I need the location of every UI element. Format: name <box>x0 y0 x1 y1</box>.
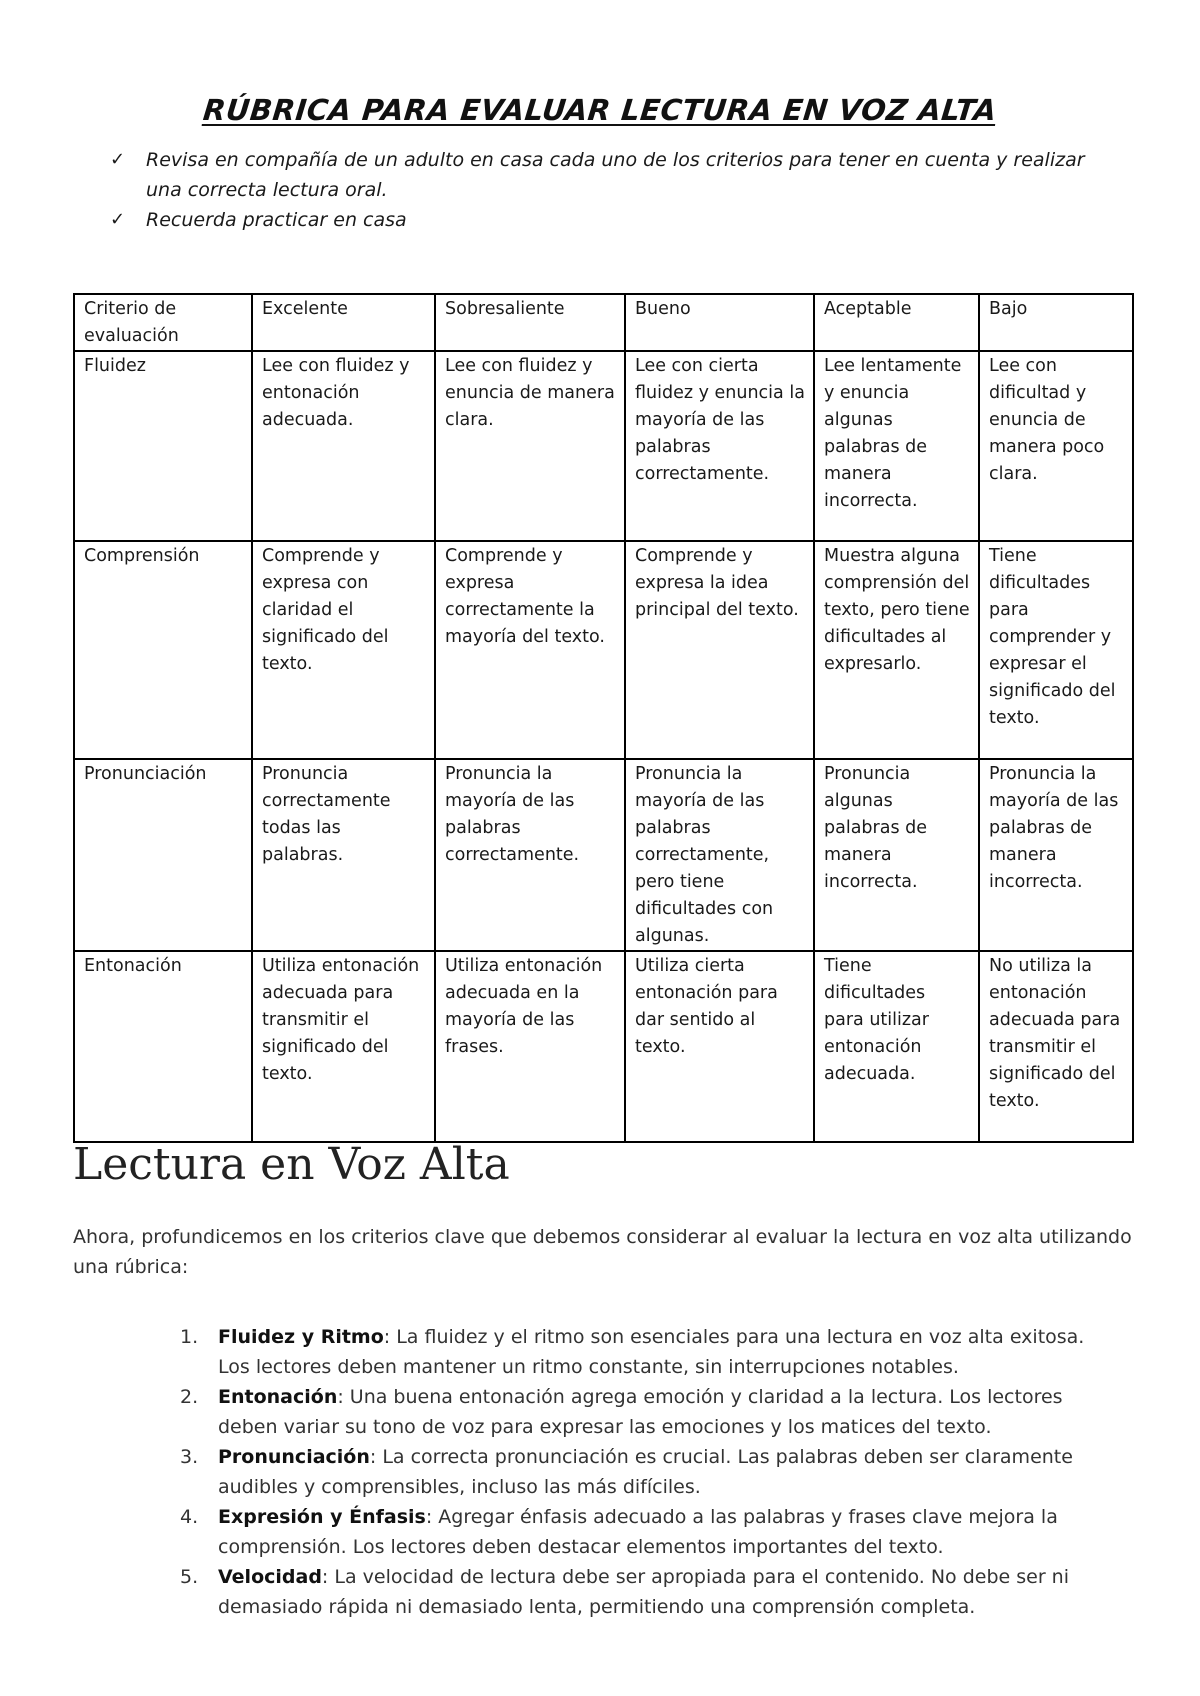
table-cell: Lee lentamente y enuncia algunas palabras de manera incorrecta. <box>814 351 979 541</box>
list-item <box>180 1562 1120 1622</box>
table-row <box>74 351 1133 541</box>
instruction-list <box>110 145 1120 235</box>
list-item-text: : Una buena entonación agrega emoción y claridad a la lectura. Los lectores deben variar su tono de voz para expresar las emociones y los matices del texto. <box>218 1386 1063 1438</box>
criterion-cell: Fluidez <box>74 351 252 541</box>
section-title: Lectura en Voz Alta <box>73 1139 510 1190</box>
list-item-term: Fluidez y Ritmo <box>218 1326 384 1348</box>
table-cell: Pronuncia la mayoría de las palabras correctamente. <box>435 759 625 951</box>
list-item-term: Entonación <box>218 1386 338 1408</box>
list-item <box>180 1322 1120 1382</box>
table-cell: Utiliza entonación adecuada en la mayoría de las frases. <box>435 951 625 1142</box>
header-cell-aceptable: Aceptable <box>814 294 979 351</box>
header-cell-bueno: Bueno <box>625 294 814 351</box>
table-cell: Comprende y expresa correctamente la mayoría del texto. <box>435 541 625 759</box>
check-icon: ✓ <box>110 209 126 230</box>
table-cell: Pronuncia correctamente todas las palabras. <box>252 759 435 951</box>
list-number: 3. <box>180 1446 199 1468</box>
check-icon: ✓ <box>110 149 126 170</box>
table-cell: Lee con fluidez y enuncia de manera clara. <box>435 351 625 541</box>
list-number: 5. <box>180 1566 199 1588</box>
table-cell: Lee con dificultad y enuncia de manera poco clara. <box>979 351 1133 541</box>
table-cell: Pronuncia la mayoría de las palabras correctamente, pero tiene dificultades con algunas. <box>625 759 814 951</box>
intro-paragraph: Ahora, profundicemos en los criterios clave que debemos considerar al evaluar la lectura en voz alta utilizando una rúbrica: <box>73 1226 1132 1278</box>
list-item-term: Expresión y Énfasis <box>218 1506 426 1528</box>
table-row <box>74 541 1133 759</box>
list-number: 1. <box>180 1326 199 1348</box>
list-item-text: : Agregar énfasis adecuado a las palabras y frases clave mejora la comprensión. Los lectores deben destacar elementos importantes del texto. <box>218 1506 1058 1558</box>
list-item-term: Velocidad <box>218 1566 322 1588</box>
table-row <box>74 759 1133 951</box>
table-cell: Muestra alguna comprensión del texto, pero tiene dificultades al expresarlo. <box>814 541 979 759</box>
table-cell: Lee con cierta fluidez y enuncia la mayoría de las palabras correctamente. <box>625 351 814 541</box>
table-cell: Pronuncia algunas palabras de manera incorrecta. <box>814 759 979 951</box>
list-item-term: Pronunciación <box>218 1446 370 1468</box>
list-number: 2. <box>180 1386 199 1408</box>
instruction-item <box>110 145 1120 205</box>
instruction-text: Recuerda practicar en casa <box>146 209 407 231</box>
table-cell: Comprende y expresa con claridad el significado del texto. <box>252 541 435 759</box>
table-cell: Tiene dificultades para utilizar entonación adecuada. <box>814 951 979 1142</box>
list-item-text: : La velocidad de lectura debe ser apropiada para el contenido. No debe ser ni demasiado rápida ni demasiado lenta, permitiendo una comprensión completa. <box>218 1566 1069 1618</box>
table-cell: Utiliza entonación adecuada para transmitir el significado del texto. <box>252 951 435 1142</box>
criterion-cell: Comprensión <box>74 541 252 759</box>
list-item-text: : La correcta pronunciación es crucial. Las palabras deben ser claramente audibles y comprensibles, incluso las más difíciles. <box>218 1446 1073 1498</box>
table-cell: Pronuncia la mayoría de las palabras de manera incorrecta. <box>979 759 1133 951</box>
criterion-cell: Pronunciación <box>74 759 252 951</box>
page-title: RÚBRICA PARA EVALUAR LECTURA EN VOZ ALTA <box>201 93 999 128</box>
list-item-text: : La fluidez y el ritmo son esenciales para una lectura en voz alta exitosa. Los lectores deben mantener un ritmo constante, sin interrupciones notables. <box>218 1326 1085 1378</box>
header-cell-criterion: Criterio de evaluación <box>74 294 252 351</box>
table-cell: Comprende y expresa la idea principal del texto. <box>625 541 814 759</box>
instruction-text: Revisa en compañía de un adulto en casa cada uno de los criterios para tener en cuenta y realizar una correcta lectura oral. <box>146 149 1085 201</box>
table-row <box>74 951 1133 1142</box>
instruction-item <box>110 205 1120 235</box>
criterion-cell: Entonación <box>74 951 252 1142</box>
criteria-list <box>180 1322 1120 1622</box>
list-item <box>180 1502 1120 1562</box>
header-cell-sobresaliente: Sobresaliente <box>435 294 625 351</box>
table-cell: No utiliza la entonación adecuada para transmitir el significado del texto. <box>979 951 1133 1142</box>
list-number: 4. <box>180 1506 199 1528</box>
header-cell-excelente: Excelente <box>252 294 435 351</box>
list-item <box>180 1382 1120 1442</box>
list-item <box>180 1442 1120 1502</box>
header-cell-bajo: Bajo <box>979 294 1133 351</box>
table-cell: Tiene dificultades para comprender y expresar el significado del texto. <box>979 541 1133 759</box>
rubric-table <box>73 293 1134 1143</box>
table-cell: Lee con fluidez y entonación adecuada. <box>252 351 435 541</box>
table-cell: Utiliza cierta entonación para dar sentido al texto. <box>625 951 814 1142</box>
table-header-row <box>74 294 1133 351</box>
